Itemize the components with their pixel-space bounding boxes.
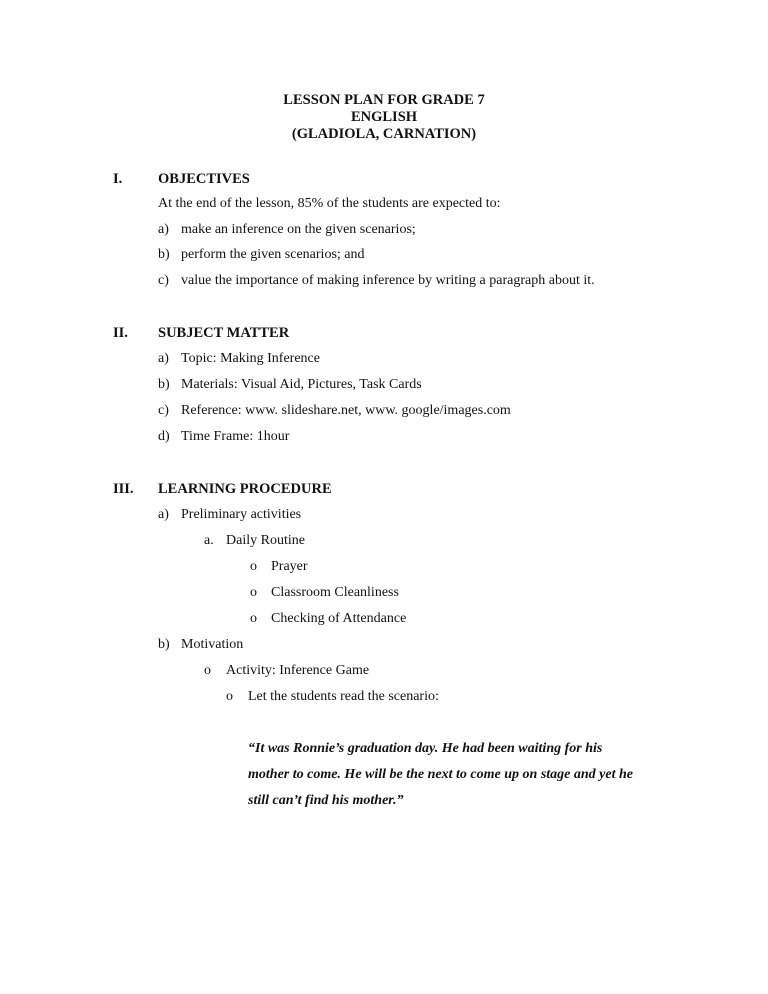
document-title: LESSON PLAN FOR GRADE 7 [283,92,485,108]
bullet-icon: o [250,559,257,574]
scenario-quote-line: mother to come. He will be the next to come up on stage and yet he [248,767,633,782]
section-heading-subject-matter: SUBJECT MATTER [158,325,290,341]
list-item: perform the given scenarios; and [181,247,365,262]
list-item: Daily Routine [226,533,305,548]
list-item: Activity: Inference Game [226,663,370,678]
list-marker: c) [158,273,169,288]
list-marker: b) [158,377,170,392]
bullet-icon: o [226,689,233,704]
list-marker: b) [158,637,170,652]
list-marker: a) [158,351,169,366]
bullet-icon: o [204,663,211,678]
list-item: Reference: www. slideshare.net, www. google/images.com [181,403,511,418]
list-item: Prayer [271,559,308,574]
document-sections: (GLADIOLA, CARNATION) [291,126,477,142]
list-item: value the importance of making inference by writing a paragraph about it. [181,273,595,288]
list-item: Materials: Visual Aid, Pictures, Task Cards [181,377,422,392]
list-marker: a. [204,533,214,548]
list-marker: d) [158,429,170,444]
list-item: Preliminary activities [181,507,302,522]
section-number: II. [113,325,128,341]
section-number: I. [113,171,123,187]
list-marker: b) [158,247,170,262]
objectives-intro: At the end of the lesson, 85% of the students are expected to: [158,196,501,211]
list-item: Motivation [181,637,244,652]
list-item: make an inference on the given scenarios; [181,222,416,237]
bullet-icon: o [250,611,257,626]
section-heading-learning-procedure: LEARNING PROCEDURE [158,481,332,497]
list-marker: a) [158,507,169,522]
list-item: Checking of Attendance [271,611,407,626]
list-item: Topic: Making Inference [181,351,320,366]
list-marker: c) [158,403,169,418]
scenario-quote-line: still can’t find his mother.” [248,793,404,808]
section-heading-objectives: OBJECTIVES [158,171,250,187]
section-number: III. [113,481,134,497]
list-item: Classroom Cleanliness [271,585,399,600]
list-item: Let the students read the scenario: [248,689,439,704]
scenario-quote-line: “It was Ronnie’s graduation day. He had been waiting for his [248,741,603,756]
list-marker: a) [158,222,169,237]
bullet-icon: o [250,585,257,600]
list-item: Time Frame: 1hour [181,429,290,444]
document-subject: ENGLISH [350,109,418,125]
